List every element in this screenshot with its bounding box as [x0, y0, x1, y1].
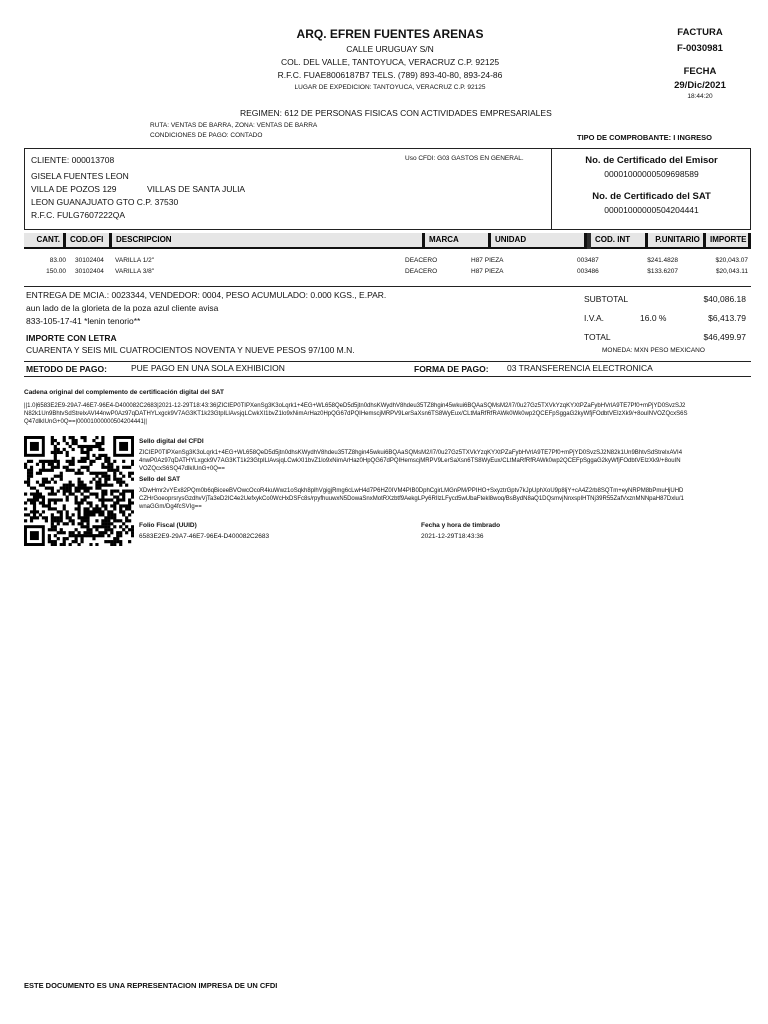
payment-method-label: METODO DE PAGO:	[26, 364, 107, 374]
cfdi-use: Uso CFDI: G03 GASTOS EN GENERAL.	[405, 155, 524, 162]
col-description: DESCRIPCION	[112, 233, 425, 249]
uuid-value: 6583E2E9-29A7-46E7-96E4-D400082C2683	[139, 533, 270, 540]
item-amount: $20,043.11	[715, 268, 748, 275]
total-value: $46,499.97	[703, 332, 746, 342]
item-qty: 150.00	[46, 268, 66, 275]
col-code: COD.OFI	[66, 233, 112, 249]
item-unit-price: $241.4828	[647, 257, 678, 264]
iva-rate: 16.0 %	[640, 313, 667, 323]
item-code: 30102404	[75, 257, 104, 264]
issuer-rfc-phones: R.F.C. FUAE8006187B7 TELS. (789) 893-40-80, 893-24-86	[277, 70, 503, 80]
stamp-date-label: Fecha y hora de timbrado	[421, 522, 501, 529]
item-description: VARILLA 1/2"	[115, 257, 155, 264]
route-zone: RUTA: VENTAS DE BARRA, ZONA: VENTAS DE BARRA	[150, 122, 318, 129]
original-chain: ||1.0|6583E2E9-29A7-46E7-96E4-D400082C2683|2021-12-29T18:43:36|ZICIEP0TIPXenSg3K3oLqrk1+4EG+WL658QeD5d5jtn0dhsKWydhV8hdeu35TZ8hgin45wkui6BQAaSQMsM2/I7/0u27Gz5TXVkYzqKYXtPZaFybHVrlA9TE7Pf0+mPjYD0SvzSJ2N82k1Un9BhtvSdStrelxAVI44nwP0Az97qDATHYLxgck9V7AG3KT1k23GtpILlAvsjqLCwkXI1bvZ1lo9xNimArHaz0HpQG67dPQIHemscjMRPV9LerSaXsn6TS8WyEux/CLtMaRfRfRAWk0Wk0wp2QCEFpSggaG2kyWfjFOdbtVEIzXk9/+8ouINVOZQcxS6SQ47dlkIUnG+0Q==|00001000000504204441||	[24, 403, 688, 425]
original-chain-label: Cadena original del complemento de certificación digital del SAT	[24, 389, 224, 396]
col-amount: IMPORTE	[706, 233, 751, 249]
invoice-label: FACTURA	[677, 27, 723, 38]
sat-cert-value: 00001000000504204441	[604, 205, 699, 215]
iva-value: $6,413.79	[708, 313, 746, 323]
certificate-box	[551, 148, 751, 230]
client-name: GISELA FUENTES LEON	[31, 171, 129, 181]
sat-seal: XDwHmr2vYEx82PQm0b6qBiceeBVOwcOcoR4kuWwz1oSqkh8plhVgigjRmg6cLwH4d7P6HZ0IVM4PIB0DphCgirLMGnPM/PPIHO+SxyztrGptv7kJpUphXoU9p8ljY+cA4Z2rb8SQTm+eyNRPM8bPmuHjUHDCZHrGoeoprsrysGzdhvVjTa3eD2IC4e2UefxykCo0WcHxDSFc8s/rpyfhuuwxN5DowaSnxMotRXzbtf9AekgLPy6RIlzLFycd5wUbaFtekl8woq/BsBydN8aQ1DQsmvjNnxspIHTNj39R55ZafVxznMNNpaH87Dxlu/1wnaGGm/Dg4fcSVIg==	[139, 488, 684, 510]
col-brand: MARCA	[425, 233, 491, 249]
issuer-address: COL. DEL VALLE, TANTOYUCA, VERACRUZ C.P. 92125	[280, 57, 500, 67]
issuer-expedition-place: LUGAR DE EXPEDICION: TANTOYUCA, VERACRUZ C.P. 92125	[294, 84, 486, 91]
col-unit-price: P.UNITARIO	[648, 233, 706, 249]
items-header	[24, 233, 751, 249]
subtotal-value: $40,086.18	[703, 294, 746, 304]
item-code: 30102404	[75, 268, 104, 275]
item-unit: H87 PIEZA	[471, 257, 504, 264]
uuid-label: Folio Fiscal (UUID)	[139, 522, 197, 529]
footer-note: ESTE DOCUMENTO ES UNA REPRESENTACION IMPRESA DE UN CFDI	[24, 981, 278, 990]
col-qty: CANT.	[24, 233, 66, 249]
date-label: FECHA	[683, 66, 717, 77]
item-internal-code: 003487	[577, 257, 599, 264]
item-brand: DEACERO	[405, 268, 438, 275]
cfdi-seal: ZICIEP0TIPXenSg3K3oLqrk1+4EG+WL658QeD5d5jtn0dhsKWydhV8hdeu35TZ8hgin45wkui6BQAaSQMsM2/I7/0u27Gz5TXVkYzqKYXtPZaFybHVrlA9TE7Pf0+mPjYD0SvzSJ2N82k1Un9BhtvSdStrelxAVI44nwP0Az97qDATHYLxgck9V7AG3KT1k23GtpILlAvsjqLCwkXI1bvZ1lo9xNimArHaz0HpQG67dPQIHemscjMRPV9LerSaXsn6TS8WyEux/CLtMaRfRfRAWk0wp2QCEFpSggaG2kyWfjFOdbtVEIzXk9/+8ouINVOZQcxS6SQ47dlkIUnG+0Q==	[139, 450, 683, 472]
issuer-street: CALLE URUGUAY S/N	[346, 44, 434, 54]
item-qty: 83.00	[49, 257, 66, 264]
delivery-notes: ENTREGA DE MCIA.: 0023344, VENDEDOR: 0004, PESO ACUMULADO: 0.000 KGS., E.PAR.	[26, 290, 387, 300]
item-unit: H87 PIEZA	[471, 268, 504, 275]
iva-label: I.V.A.	[584, 313, 605, 323]
issuer-cert-label: No. de Certificado del Emisor	[585, 155, 718, 166]
voucher-type: TIPO DE COMPROBANTE: I INGRESO	[577, 133, 713, 142]
sat-cert-label: No. de Certificado del SAT	[592, 191, 711, 202]
stamp-date-value: 2021-12-29T18:43:36	[421, 533, 484, 540]
total-label: TOTAL	[584, 332, 611, 342]
client-city: LEON GUANAJUATO GTO C.P. 37530	[31, 197, 179, 207]
sat-seal-label: Sello del SAT	[139, 476, 181, 483]
client-rfc: R.F.C. FULG7607222QA	[31, 210, 126, 220]
client-colony: VILLAS DE SANTA JULIA	[147, 184, 246, 194]
col-unit: UNIDAD	[491, 233, 587, 249]
invoice-date: 29/Dic/2021	[674, 80, 726, 91]
item-description: VARILLA 3/8"	[115, 268, 155, 275]
currency: MONEDA: MXN PESO MEXICANO	[602, 347, 705, 354]
subtotal-label: SUBTOTAL	[584, 294, 629, 304]
payment-method: PUE PAGO EN UNA SOLA EXHIBICION	[131, 363, 285, 373]
payment-form: 03 TRANSFERENCIA ELECTRONICA	[507, 363, 653, 373]
amount-words-label: IMPORTE CON LETRA	[26, 333, 117, 343]
invoice-header	[650, 27, 750, 100]
issuer-cert-value: 00001000000509698589	[604, 169, 699, 179]
payment-conditions: CONDICIONES DE PAGO: CONTADO	[150, 132, 263, 139]
invoice-number: F-0030981	[677, 43, 723, 54]
client-street: VILLA DE POZOS 129	[31, 184, 117, 194]
invoice-time: 18:44:20	[687, 93, 713, 100]
item-amount: $20,043.07	[715, 257, 748, 264]
payment-form-label: FORMA DE PAGO:	[414, 364, 489, 374]
item-brand: DEACERO	[405, 257, 438, 264]
item-internal-code: 003486	[577, 268, 599, 275]
cfdi-seal-label: Sello digital del CFDI	[139, 438, 204, 445]
client-id: CLIENTE: 000013708	[31, 155, 115, 165]
issuer-name: ARQ. EFREN FUENTES ARENAS	[296, 27, 484, 41]
delivery-contact: 833-105-17-41 *lenin tenorio**	[26, 316, 141, 326]
qr-code-icon	[24, 436, 134, 546]
tax-regime: REGIMEN: 612 DE PERSONAS FISICAS CON ACTIVIDADES EMPRESARIALES	[240, 108, 552, 118]
delivery-remarks: aun lado de la glorieta de la poza azul cliente avisa	[26, 303, 219, 313]
item-unit-price: $133.6207	[647, 268, 678, 275]
col-internal-code: COD. INT	[591, 233, 648, 249]
amount-words: CUARENTA Y SEIS MIL CUATROCIENTOS NOVENTA Y NUEVE PESOS 97/100 M.N.	[26, 345, 355, 355]
